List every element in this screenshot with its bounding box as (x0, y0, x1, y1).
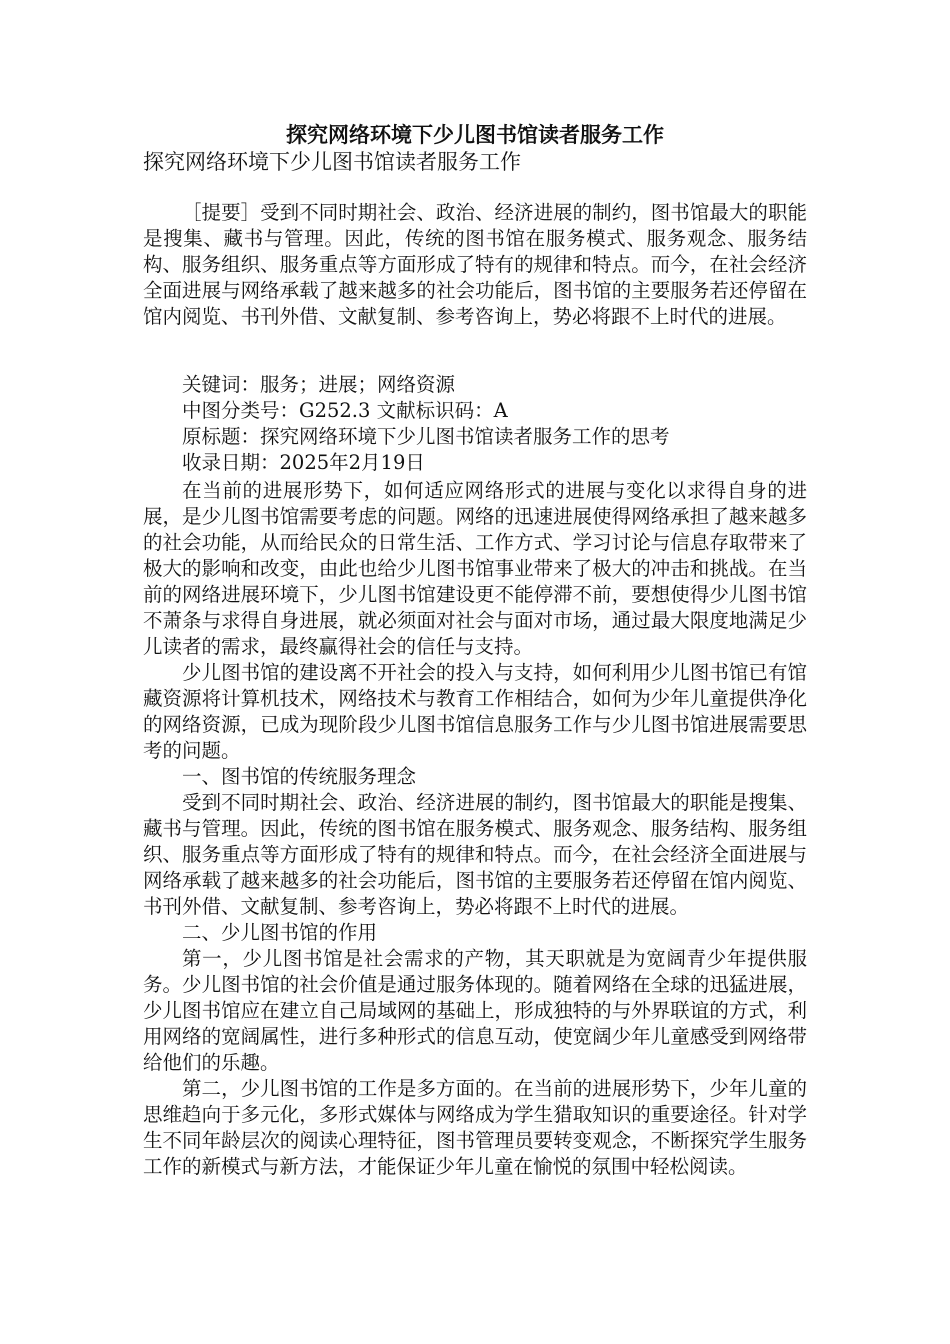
section-2-paragraph-2: 第二，少儿图书馆的工作是多方面的。在当前的进展形势下，少年儿童的思维趋向于多元化，多形式媒体与网络成为学生猎取知识的重要途径。针对学生不同年龄层次的阅读心理特征，图书管理员要转变观念，不断探究学生服务工作的新模式与新方法，才能保证少年儿童在愉悦的氛围中轻松阅读。 (143, 1077, 807, 1178)
abstract-paragraph: ［提要］受到不同时期社会、政治、经济进展的制约，图书馆最大的职能是搜集、藏书与管理。因此，传统的图书馆在服务模式、服务观念、服务结构、服务组织、服务重点等方面形成了特有的规律和特点。而今，在社会经济全面进展与网络承载了越来越多的社会功能后，图书馆的主要服务若还停留在馆内阅览、书刊外借、文献复制、参考咨询上，势必将跟不上时代的进展。 (143, 201, 807, 328)
document-title: 探究网络环境下少儿图书馆读者服务工作 (286, 122, 664, 147)
document-subtitle: 探究网络环境下少儿图书馆读者服务工作 (143, 150, 521, 174)
body-paragraph-1: 在当前的进展形势下，如何适应网络形式的进展与变化以求得自身的进展，是少儿图书馆需要考虑的问题。网络的迅速进展使得网络承担了越来越多的社会功能，从而给民众的日常生活、工作方式、学习讨论与信息存取带来了极大的影响和改变，由此也给少儿图书馆事业带来了极大的冲击和挑战。在当前的网络进展环境下，少儿图书馆建设更不能停滞不前，要想使得少儿图书馆不萧条与求得自身进展，就必须面对社会与面对市场，通过最大限度地满足少儿读者的需求，最终赢得社会的信任与支持。 (143, 479, 807, 658)
section-2-paragraph-1: 第一，少儿图书馆是社会需求的产物，其天职就是为宽阔青少年提供服务。少儿图书馆的社会价值是通过服务体现的。随着网络在全球的迅猛进展，少儿图书馆应在建立自己局域网的基础上，形成独特的与外界联谊的方式，利用网络的宽阔属性，进行多种形式的信息互动，使宽阔少年儿童感受到网络带给他们的乐趣。 (143, 947, 807, 1074)
classification-line: 中图分类号：G252.3 文献标识码：A (182, 399, 508, 422)
body-paragraph-2: 少儿图书馆的建设离不开社会的投入与支持，如何利用少儿图书馆已有馆藏资源将计算机技术，网络技术与教育工作相结合，如何为少年儿童提供净化的网络资源，已成为现阶段少儿图书馆信息服务工作与少儿图书馆进展需要思考的问题。 (143, 661, 807, 762)
received-date-line: 收录日期：2025年2月19日 (182, 451, 425, 474)
section-2-heading: 二、少儿图书馆的作用 (182, 921, 378, 944)
article-body (143, 478, 807, 1180)
article-meta (143, 372, 807, 476)
keywords-line: 关键词：服务；进展；网络资源 (182, 373, 456, 396)
original-title-line: 原标题：探究网络环境下少儿图书馆读者服务工作的思考 (182, 425, 670, 448)
section-1-heading: 一、图书馆的传统服务理念 (182, 765, 417, 788)
section-1-paragraph: 受到不同时期社会、政治、经济进展的制约，图书馆最大的职能是搜集、藏书与管理。因此，传统的图书馆在服务模式、服务观念、服务结构、服务组织、服务重点等方面形成了特有的规律和特点。而今，在社会经济全面进展与网络承载了越来越多的社会功能后，图书馆的主要服务若还停留在馆内阅览、书刊外借、文献复制、参考咨询上，势必将跟不上时代的进展。 (143, 791, 807, 918)
